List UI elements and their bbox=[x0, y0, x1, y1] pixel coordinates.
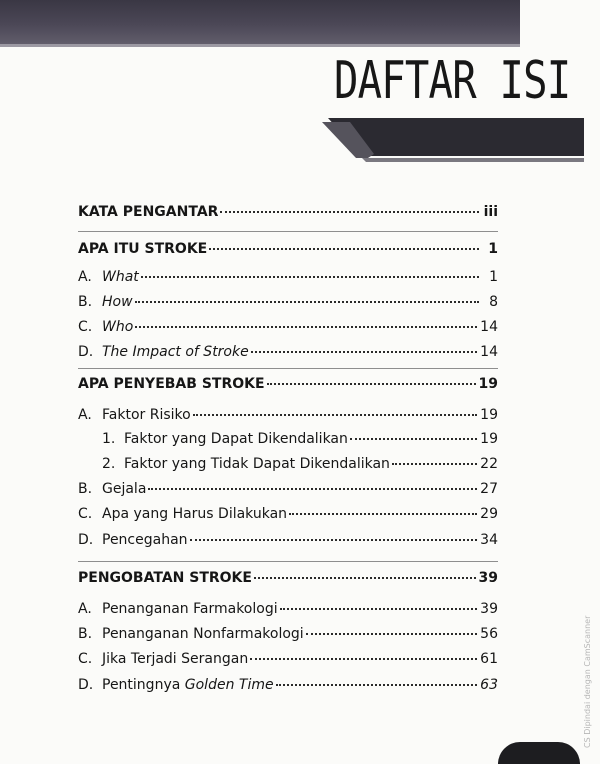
toc-page-number: 1 bbox=[488, 241, 498, 257]
toc-entry-text: How bbox=[102, 294, 133, 310]
dot-leader bbox=[209, 248, 479, 250]
toc-entry-label bbox=[78, 376, 265, 392]
dot-leader bbox=[289, 513, 477, 515]
toc-entry-label bbox=[78, 570, 252, 586]
dot-leader bbox=[254, 577, 476, 579]
dot-leader bbox=[135, 326, 477, 328]
toc-page-number: 56 bbox=[480, 626, 498, 642]
toc-entry-text: Pentingnya bbox=[102, 677, 181, 693]
toc-entry[interactable] bbox=[78, 319, 498, 343]
section-divider bbox=[78, 231, 498, 232]
toc-entry-prefix: A. bbox=[78, 601, 92, 617]
toc-entry-text: KATA PENGANTAR bbox=[78, 204, 219, 220]
toc-page-number: 19 bbox=[480, 431, 498, 447]
toc-entry[interactable] bbox=[78, 481, 498, 505]
toc-entry[interactable] bbox=[102, 431, 498, 455]
toc-entry[interactable] bbox=[78, 269, 498, 293]
toc-entry-label bbox=[78, 294, 133, 310]
toc-entry-prefix: C. bbox=[78, 319, 93, 335]
toc-entry[interactable] bbox=[78, 407, 498, 431]
toc-entry-label bbox=[102, 431, 348, 447]
toc-page-number: 14 bbox=[480, 344, 498, 360]
dot-leader bbox=[135, 301, 479, 303]
dot-leader bbox=[276, 684, 478, 686]
toc-entry-text-emphasis: Golden Time bbox=[184, 677, 274, 693]
dot-leader bbox=[251, 351, 477, 353]
toc-entry-prefix: C. bbox=[78, 651, 93, 667]
toc-entry-label bbox=[78, 506, 287, 522]
toc-entry-label bbox=[78, 532, 188, 548]
section-divider bbox=[78, 561, 498, 562]
toc-entry-prefix: A. bbox=[78, 407, 92, 423]
camscanner-text: Dipindai dengan CamScanner bbox=[583, 615, 592, 735]
toc-entry-text: PENGOBATAN STROKE bbox=[78, 570, 252, 586]
toc-entry-text: What bbox=[102, 269, 139, 285]
toc-entry-label bbox=[102, 456, 390, 472]
toc-entry-label bbox=[78, 269, 139, 285]
toc-entry[interactable] bbox=[78, 677, 498, 701]
toc-page-number: 19 bbox=[480, 407, 498, 423]
toc-entry[interactable] bbox=[78, 344, 498, 368]
toc-entry-text: Jika Terjadi Serangan bbox=[102, 651, 249, 667]
toc-entry-text: Penanganan Nonfarmakologi bbox=[102, 626, 304, 642]
toc-chapter-entry[interactable] bbox=[78, 204, 498, 228]
title-ribbon bbox=[322, 118, 584, 164]
dot-leader bbox=[392, 463, 477, 465]
toc-page-number: 29 bbox=[480, 506, 498, 522]
toc-entry-label bbox=[78, 241, 207, 257]
toc-entry-text: Faktor Risiko bbox=[102, 407, 191, 423]
toc-entry[interactable] bbox=[78, 506, 498, 530]
toc-page-number: 22 bbox=[480, 456, 498, 472]
toc-entry-prefix: D. bbox=[78, 344, 94, 360]
camscanner-logo: CS bbox=[583, 737, 592, 748]
toc-page-number: 8 bbox=[489, 294, 498, 310]
camscanner-watermark bbox=[583, 615, 595, 748]
toc-entry-label bbox=[78, 626, 304, 642]
toc-page-number: 39 bbox=[478, 570, 498, 586]
toc-entry-text: APA ITU STROKE bbox=[78, 241, 208, 257]
toc-entry-label bbox=[78, 344, 249, 360]
dot-leader bbox=[141, 276, 479, 278]
page-title: DAFTAR ISI bbox=[334, 51, 571, 111]
toc-entry[interactable] bbox=[102, 456, 498, 480]
dot-leader bbox=[193, 414, 477, 416]
toc-page-number: 27 bbox=[480, 481, 498, 497]
toc-entry-prefix: C. bbox=[78, 506, 93, 522]
dot-leader bbox=[190, 539, 478, 541]
dot-leader bbox=[250, 658, 477, 660]
toc-entry-text: Pencegahan bbox=[102, 532, 188, 548]
toc-chapter-entry[interactable] bbox=[78, 376, 498, 400]
toc-entry-label bbox=[78, 319, 133, 335]
toc-page-number: 39 bbox=[480, 601, 498, 617]
toc-entry-label bbox=[78, 677, 274, 693]
toc-entry-text: Gejala bbox=[102, 481, 147, 497]
toc-entry-prefix: A. bbox=[78, 269, 92, 285]
toc-entry-label bbox=[78, 651, 248, 667]
toc-page-number: 61 bbox=[480, 651, 498, 667]
toc-entry[interactable] bbox=[78, 626, 498, 650]
toc-entry-text: APA PENYEBAB STROKE bbox=[78, 376, 265, 392]
toc-entry-label bbox=[78, 601, 278, 617]
dot-leader bbox=[350, 438, 477, 440]
toc-entry-text: The Impact of Stroke bbox=[102, 344, 249, 360]
toc-entry-text: Faktor yang Tidak Dapat Dikendalikan bbox=[124, 456, 390, 472]
toc-entry[interactable] bbox=[78, 532, 498, 556]
toc-entry-prefix: B. bbox=[78, 481, 93, 497]
toc-entry-prefix: D. bbox=[78, 677, 94, 693]
dot-leader bbox=[280, 608, 478, 610]
corner-tab bbox=[498, 742, 580, 764]
toc-chapter-entry[interactable] bbox=[78, 241, 498, 265]
toc-entry[interactable] bbox=[78, 601, 498, 625]
toc-entry-text: Who bbox=[102, 319, 134, 335]
section-divider bbox=[78, 368, 498, 369]
toc-entry-prefix: D. bbox=[78, 532, 94, 548]
dot-leader bbox=[306, 633, 477, 635]
dot-leader bbox=[148, 488, 477, 490]
toc-page-number: 14 bbox=[480, 319, 498, 335]
toc-entry-prefix: B. bbox=[78, 626, 93, 642]
dot-leader bbox=[267, 383, 476, 385]
toc-entry-text: Penanganan Farmakologi bbox=[102, 601, 278, 617]
toc-entry-prefix: B. bbox=[78, 294, 93, 310]
toc-page-number: 1 bbox=[489, 269, 498, 285]
toc-entry-text: Apa yang Harus Dilakukan bbox=[102, 506, 288, 522]
toc-entry-text: Faktor yang Dapat Dikendalikan bbox=[124, 431, 348, 447]
dot-leader bbox=[220, 211, 479, 213]
toc-entry-prefix: 2. bbox=[102, 456, 116, 472]
toc-page-number: 34 bbox=[480, 532, 498, 548]
toc-entry-label bbox=[78, 407, 191, 423]
toc-page-number: 63 bbox=[480, 677, 498, 693]
toc-entry[interactable] bbox=[78, 651, 498, 675]
toc-entry-prefix: 1. bbox=[102, 431, 116, 447]
toc-entry-label bbox=[78, 481, 146, 497]
toc-chapter-entry[interactable] bbox=[78, 570, 498, 594]
top-decorative-band bbox=[0, 0, 520, 44]
toc-entry[interactable] bbox=[78, 294, 498, 318]
toc-page-number: 19 bbox=[478, 376, 498, 392]
toc-entry-label bbox=[78, 204, 218, 220]
toc-page-number: iii bbox=[483, 204, 498, 220]
